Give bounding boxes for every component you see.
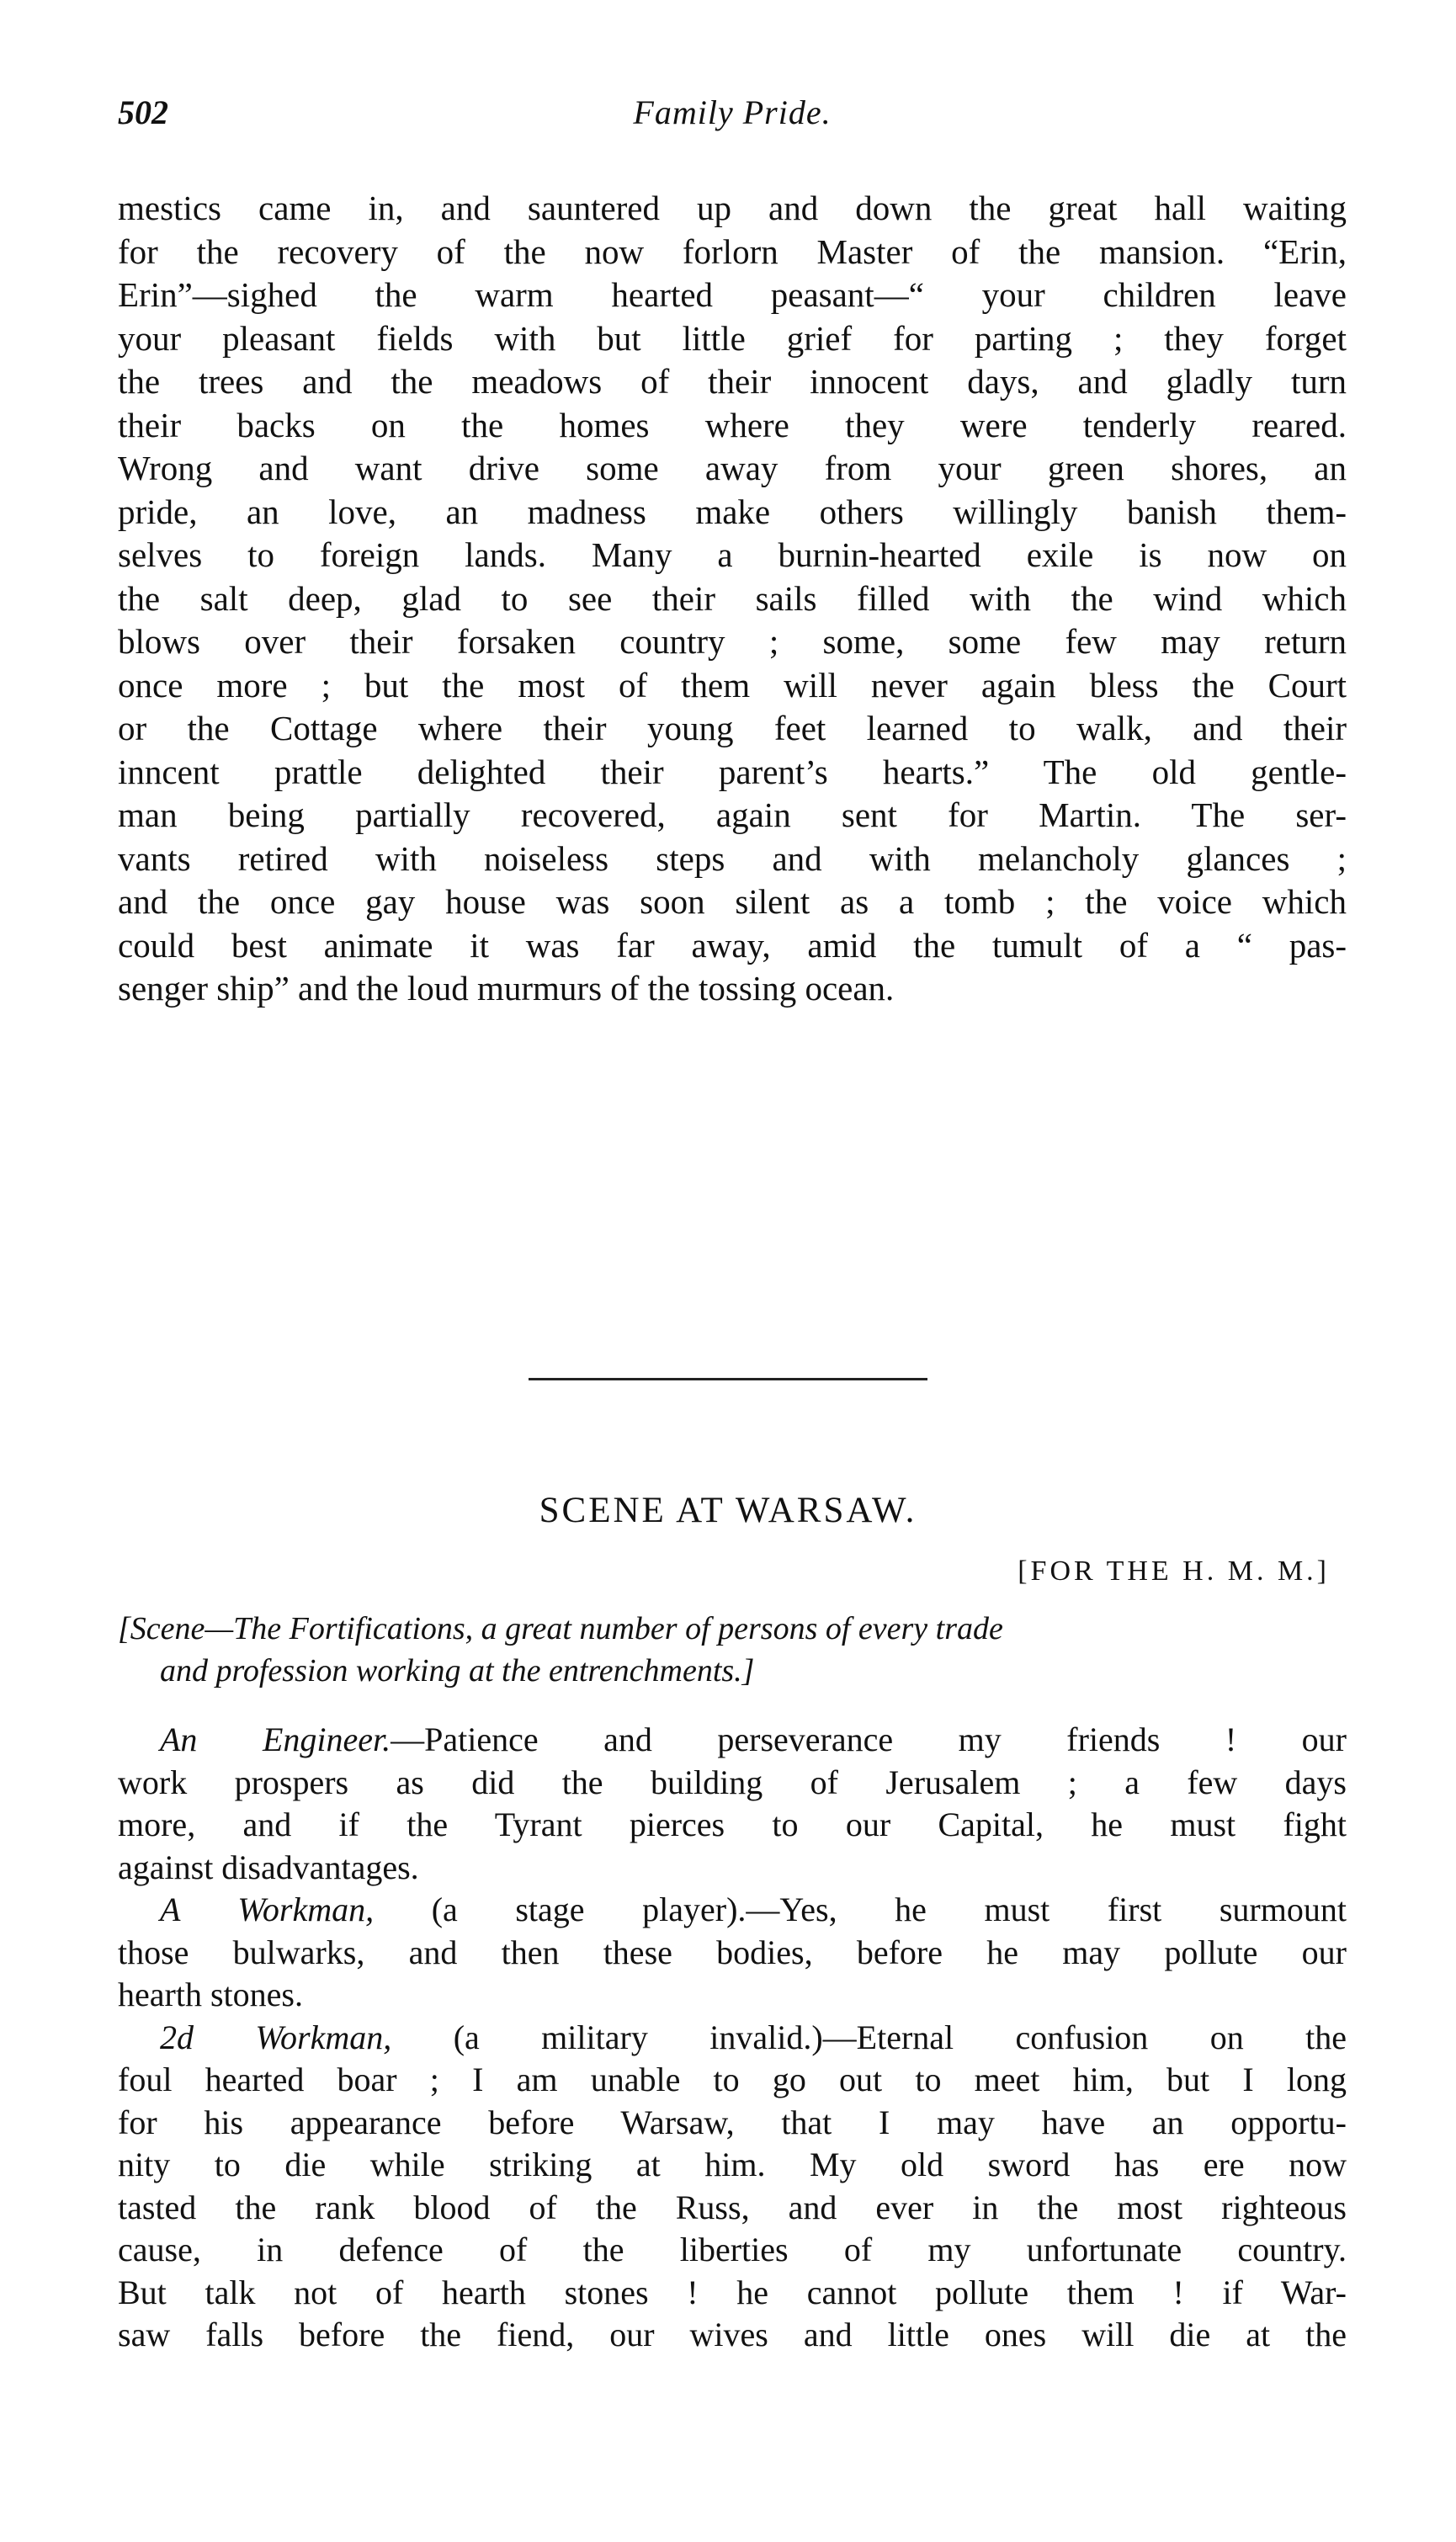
- text-line: [118, 1719, 1347, 1762]
- text-line: [118, 2017, 1347, 2060]
- text-line: work prospers as did the building of Jerusalem ; a few days: [118, 1763, 1347, 1801]
- section-title: SCENE AT WARSAW.: [539, 1491, 917, 1530]
- text-line: nity to die while striking at him. My old sword has ere now: [118, 2146, 1347, 2183]
- text-line: inncent prattle delighted their parent’s hearts.” The old gentle-: [118, 752, 1347, 791]
- text-line: Erin”—sighed the warm hearted peasant—“ your children leave: [118, 275, 1347, 314]
- page-number: 502: [118, 93, 168, 131]
- text-line: your pleasant fields with but little grief for parting ; they forget: [118, 318, 1347, 358]
- text-line: But talk not of hearth stones ! he cannot pollute them ! if War-: [118, 2273, 1347, 2311]
- text-line: their backs on the homes where they were tenderly reared.: [118, 405, 1347, 444]
- text-line: or the Cottage where their young feet learned to walk, and their: [118, 709, 1347, 747]
- speech-second-workman: [118, 2017, 1347, 2357]
- dialogue: [118, 1719, 1347, 2357]
- scene-direction-line: and profession working at the entrenchments.]: [160, 1653, 755, 1688]
- article-one-text: [118, 187, 1347, 1011]
- running-title: Family Pride.: [633, 93, 832, 131]
- text-line: mestics came in, and sauntered up and down the great hall waiting: [118, 189, 1347, 227]
- speaker-name: 2d Workman,: [160, 2018, 392, 2056]
- speech-workman: [118, 1889, 1347, 2017]
- section-divider: [529, 1378, 927, 1380]
- text-line: against disadvantages.: [118, 1848, 419, 1886]
- scene-direction: [118, 1608, 1347, 1692]
- running-head: [118, 93, 1347, 143]
- text-line: Wrong and want drive some away from your green shores, an: [118, 449, 1347, 487]
- speech-text: —Patience and perseverance my friends ! our: [391, 1720, 1347, 1758]
- text-line: cause, in defence of the liberties of my unfortunate country.: [118, 2231, 1347, 2268]
- speaker-name: An Engineer.: [160, 1720, 391, 1758]
- text-line: once more ; but the most of them will never again bless the Court: [118, 665, 1347, 705]
- text-line: [118, 1889, 1347, 1932]
- text-line: for his appearance before Warsaw, that I may have an opportu-: [118, 2103, 1347, 2141]
- text-line: could best animate it was far away, amid the tumult of a “ pas-: [118, 925, 1347, 965]
- text-line: and the once gay house was soon silent as a tomb ; the voice which: [118, 882, 1347, 921]
- text-line: for the recovery of the now forlorn Master of the mansion. “Erin,: [118, 231, 1347, 271]
- text-line: blows over their forsaken country ; some, some few may return: [118, 622, 1347, 661]
- text-line: man being partially recovered, again sent for Martin. The ser-: [118, 795, 1347, 834]
- speech-text: (a military invalid.)—Eternal confusion on the: [391, 2018, 1347, 2056]
- source-note: [FOR THE H. M. M.]: [1018, 1556, 1330, 1587]
- text-line: selves to foreign lands. Many a burnin-hearted exile is now on: [118, 535, 1347, 574]
- text-line: tasted the rank blood of the Russ, and ever in the most righteous: [118, 2188, 1347, 2226]
- text-line: senger ship” and the loud murmurs of the tossing ocean.: [118, 969, 895, 1008]
- text-line: hearth stones.: [118, 1976, 303, 2013]
- speech-text: (a stage player).—Yes, he must first surmount: [374, 1891, 1347, 1928]
- text-line: the trees and the meadows of their innocent days, and gladly turn: [118, 362, 1347, 401]
- text-line: saw falls before the fiend, our wives and little ones will die at the: [118, 2316, 1347, 2353]
- text-line: foul hearted boar ; I am unable to go out to meet him, but I long: [118, 2061, 1347, 2098]
- text-line: the salt deep, glad to see their sails filled with the wind which: [118, 578, 1347, 618]
- text-line: more, and if the Tyrant pierces to our Capital, he must fight: [118, 1805, 1347, 1843]
- text-line: vants retired with noiseless steps and with melancholy glances ;: [118, 838, 1347, 878]
- speech-engineer: [118, 1719, 1347, 1889]
- text-line: those bulwarks, and then these bodies, before he may pollute our: [118, 1933, 1347, 1971]
- speaker-name: A Workman,: [160, 1891, 375, 1928]
- text-line: pride, an love, an madness make others willingly banish them-: [118, 492, 1347, 531]
- scene-direction-line: [Scene—The Fortifications, a great number of persons of every trade: [118, 1611, 1003, 1646]
